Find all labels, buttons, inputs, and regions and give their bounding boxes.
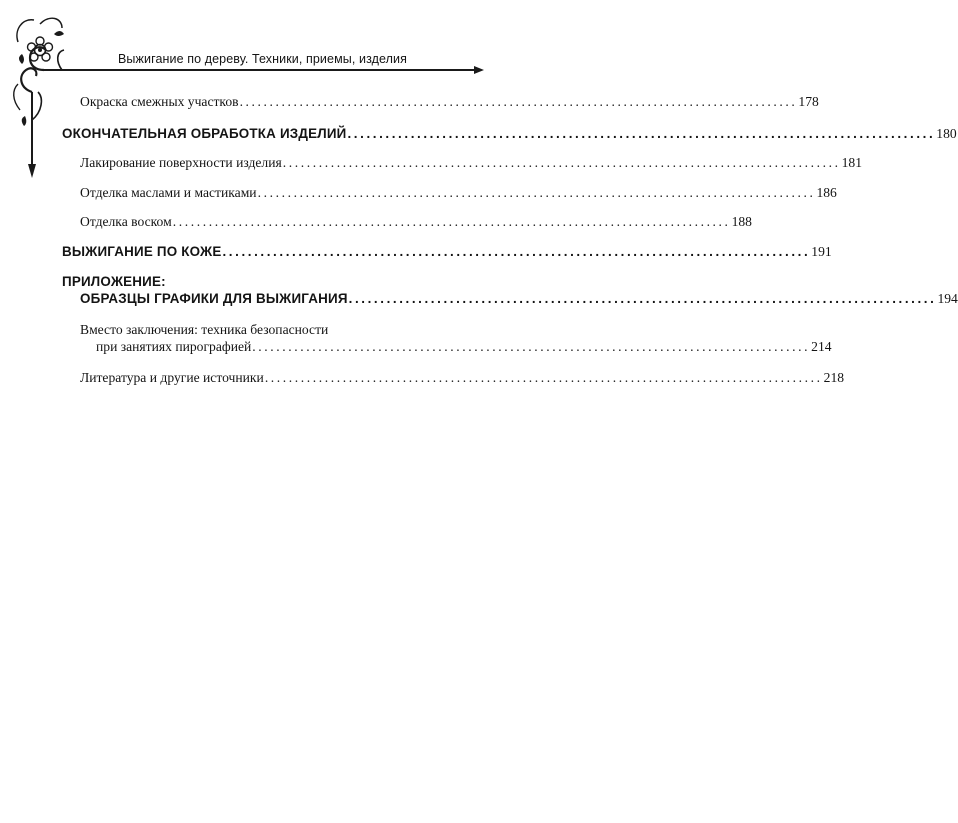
toc-entry-label: ОБРАЗЦЫ ГРАФИКИ ДЛЯ ВЫЖИГАНИЯ <box>80 291 348 306</box>
toc-entry-page: 178 <box>798 94 819 109</box>
toc-entry <box>62 126 957 142</box>
dot-leader: ............................................................................................. <box>347 126 936 141</box>
toc-entry-label: Отделка воском <box>80 214 172 229</box>
toc-entry-label: Окраска смежных участков <box>80 94 239 109</box>
toc-entry <box>80 155 862 171</box>
running-title: Выжигание по дереву. Техники, приемы, изделия <box>118 52 408 66</box>
dot-leader: ............................................................................................. <box>222 244 811 259</box>
toc-entry-label: Вместо заключения: техника безопасности <box>80 322 329 337</box>
toc-entry-page: 218 <box>823 370 845 385</box>
dot-leader: ............................................................................................. <box>172 214 731 229</box>
toc-entry <box>80 291 958 307</box>
toc-entry-label: при занятиях пирографией <box>96 339 252 354</box>
toc-entry <box>62 244 832 260</box>
toc-entry-label: Отделка маслами и мастиками <box>80 185 257 200</box>
dot-leader: ............................................................................................. <box>264 370 823 385</box>
toc-entry-page: 180 <box>936 126 957 141</box>
dot-leader: ............................................................................................. <box>252 339 811 354</box>
toc-entry <box>80 214 752 230</box>
toc-entry <box>80 94 819 110</box>
toc-entry <box>80 370 845 386</box>
toc-entry <box>80 185 837 201</box>
toc-entry-page: 191 <box>811 244 832 259</box>
toc-entry-label: ВЫЖИГАНИЕ ПО КОЖЕ <box>62 244 222 259</box>
dot-leader: ............................................................................................. <box>348 291 937 306</box>
toc-entry-label: ПРИЛОЖЕНИЕ: <box>62 274 166 289</box>
toc-entry-label: Лакирование поверхности изделия <box>80 155 282 170</box>
toc-entry <box>96 339 832 355</box>
toc-entry-label: Литература и другие источники <box>80 370 264 385</box>
toc-entry-page: 186 <box>816 185 837 200</box>
toc-entry-page: 214 <box>811 339 832 354</box>
dot-leader: ............................................................................................. <box>257 185 816 200</box>
flower-icon <box>28 37 53 61</box>
toc-entry-page: 194 <box>937 291 958 306</box>
toc-entry-page: 188 <box>731 214 752 229</box>
dot-leader: ............................................................................................. <box>282 155 841 170</box>
toc-entry-label: ОКОНЧАТЕЛЬНАЯ ОБРАБОТКА ИЗДЕЛИЙ <box>62 126 347 141</box>
toc-entry-page: 181 <box>841 155 862 170</box>
dot-leader: ............................................................................................. <box>239 94 798 109</box>
